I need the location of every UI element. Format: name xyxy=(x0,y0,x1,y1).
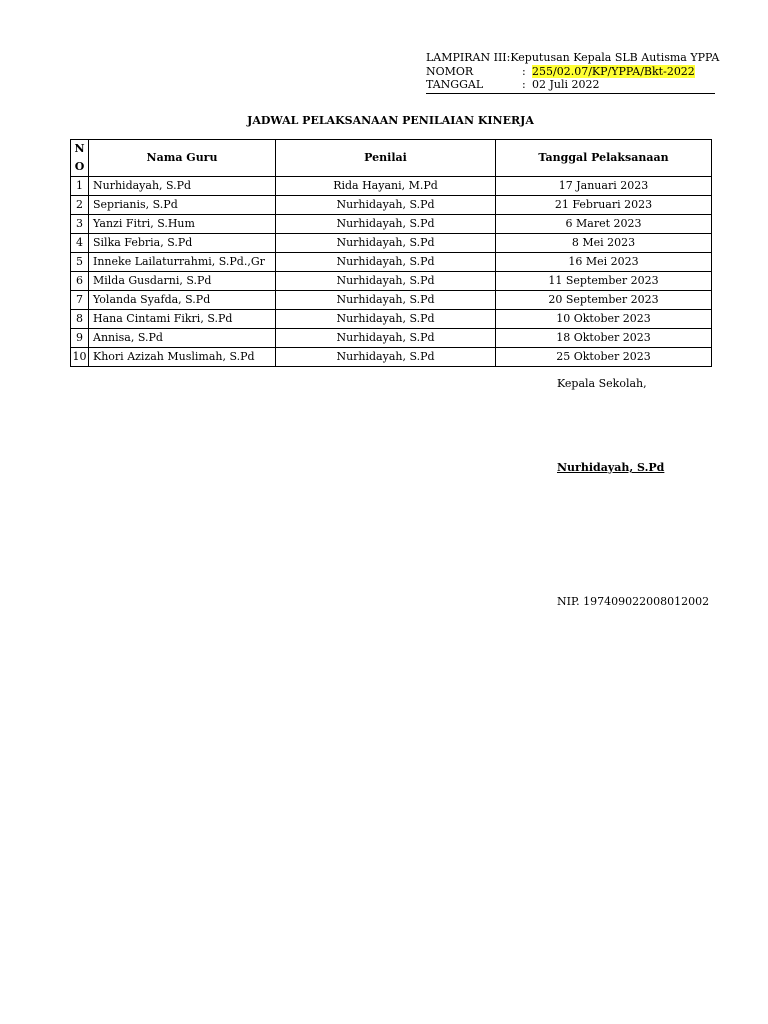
teacher-name: Nurhidayah, S.Pd xyxy=(89,177,276,196)
teacher-name: Milda Gusdarni, S.Pd xyxy=(89,272,276,291)
assessor-name: Nurhidayah, S.Pd xyxy=(276,329,496,348)
table-row xyxy=(71,215,712,234)
table-row xyxy=(71,310,712,329)
column-header-no xyxy=(71,140,89,177)
row-number: 6 xyxy=(71,272,89,291)
teacher-name: Annisa, S.Pd xyxy=(89,329,276,348)
row-number: 3 xyxy=(71,215,89,234)
assessment-date: 11 September 2023 xyxy=(496,272,712,291)
no-header-line2: O xyxy=(74,160,85,173)
assessor-name: Nurhidayah, S.Pd xyxy=(276,310,496,329)
assessor-name: Rida Hayani, M.Pd xyxy=(276,177,496,196)
assessment-date: 20 September 2023 xyxy=(496,291,712,310)
no-header-line1: N xyxy=(74,142,85,155)
assessor-name: Nurhidayah, S.Pd xyxy=(276,196,496,215)
table-row xyxy=(71,177,712,196)
row-number: 5 xyxy=(71,253,89,272)
table-row xyxy=(71,348,712,367)
assessment-date: 18 Oktober 2023 xyxy=(496,329,712,348)
column-header-penilai: Penilai xyxy=(276,140,496,177)
row-number: 7 xyxy=(71,291,89,310)
column-header-nama: Nama Guru xyxy=(89,140,276,177)
assessor-name: Nurhidayah, S.Pd xyxy=(276,215,496,234)
assessment-date: 17 Januari 2023 xyxy=(496,177,712,196)
lampiran-separator: : xyxy=(506,51,511,64)
nomor-label: NOMOR xyxy=(426,64,474,78)
header-divider xyxy=(426,93,715,94)
document-header xyxy=(426,51,720,92)
nomor-row xyxy=(426,65,716,79)
nomor-separator: : xyxy=(522,64,526,78)
signature-nip: NIP. 197409022008012002 xyxy=(557,595,710,608)
signature-role: Kepala Sekolah, xyxy=(557,377,647,390)
lampiran-value: Keputusan Kepala SLB Autisma YPPA xyxy=(510,51,720,64)
assessor-name: Nurhidayah, S.Pd xyxy=(276,272,496,291)
row-number: 9 xyxy=(71,329,89,348)
assessor-name: Nurhidayah, S.Pd xyxy=(276,348,496,367)
tanggal-row xyxy=(426,78,716,92)
teacher-name: Inneke Lailaturrahmi, S.Pd.,Gr xyxy=(89,253,276,272)
table-row xyxy=(71,234,712,253)
assessment-date: 6 Maret 2023 xyxy=(496,215,712,234)
tanggal-value: 02 Juli 2022 xyxy=(532,78,600,91)
tanggal-label: TANGGAL xyxy=(426,78,484,91)
table-row xyxy=(71,291,712,310)
teacher-name: Hana Cintami Fikri, S.Pd xyxy=(89,310,276,329)
assessor-name: Nurhidayah, S.Pd xyxy=(276,234,496,253)
row-number: 4 xyxy=(71,234,89,253)
row-number: 8 xyxy=(71,310,89,329)
signature-name: Nurhidayah, S.Pd xyxy=(557,461,665,474)
column-header-tanggal: Tanggal Pelaksanaan xyxy=(496,140,712,177)
assessment-date: 8 Mei 2023 xyxy=(496,234,712,253)
teacher-name: Yolanda Syafda, S.Pd xyxy=(89,291,276,310)
assessment-date: 25 Oktober 2023 xyxy=(496,348,712,367)
table-row xyxy=(71,329,712,348)
assessor-name: Nurhidayah, S.Pd xyxy=(276,291,496,310)
teacher-name: Yanzi Fitri, S.Hum xyxy=(89,215,276,234)
teacher-name: Khori Azizah Muslimah, S.Pd xyxy=(89,348,276,367)
row-number: 10 xyxy=(71,348,89,367)
schedule-table xyxy=(70,139,712,367)
document-title: JADWAL PELAKSANAAN PENILAIAN KINERJA xyxy=(247,114,534,127)
teacher-name: Seprianis, S.Pd xyxy=(89,196,276,215)
assessor-name: Nurhidayah, S.Pd xyxy=(276,253,496,272)
tanggal-separator: : xyxy=(522,78,526,91)
assessment-date: 10 Oktober 2023 xyxy=(496,310,712,329)
lampiran-row xyxy=(426,51,720,65)
table-row xyxy=(71,196,712,215)
row-number: 1 xyxy=(71,177,89,196)
lampiran-label: LAMPIRAN III xyxy=(426,51,507,64)
table-row xyxy=(71,272,712,291)
teacher-name: Silka Febria, S.Pd xyxy=(89,234,276,253)
table-header-row xyxy=(71,140,712,177)
assessment-date: 16 Mei 2023 xyxy=(496,253,712,272)
nomor-value: 255/02.07/KP/YPPA/Bkt-2022 xyxy=(532,64,695,78)
assessment-date: 21 Februari 2023 xyxy=(496,196,712,215)
table-row xyxy=(71,253,712,272)
row-number: 2 xyxy=(71,196,89,215)
